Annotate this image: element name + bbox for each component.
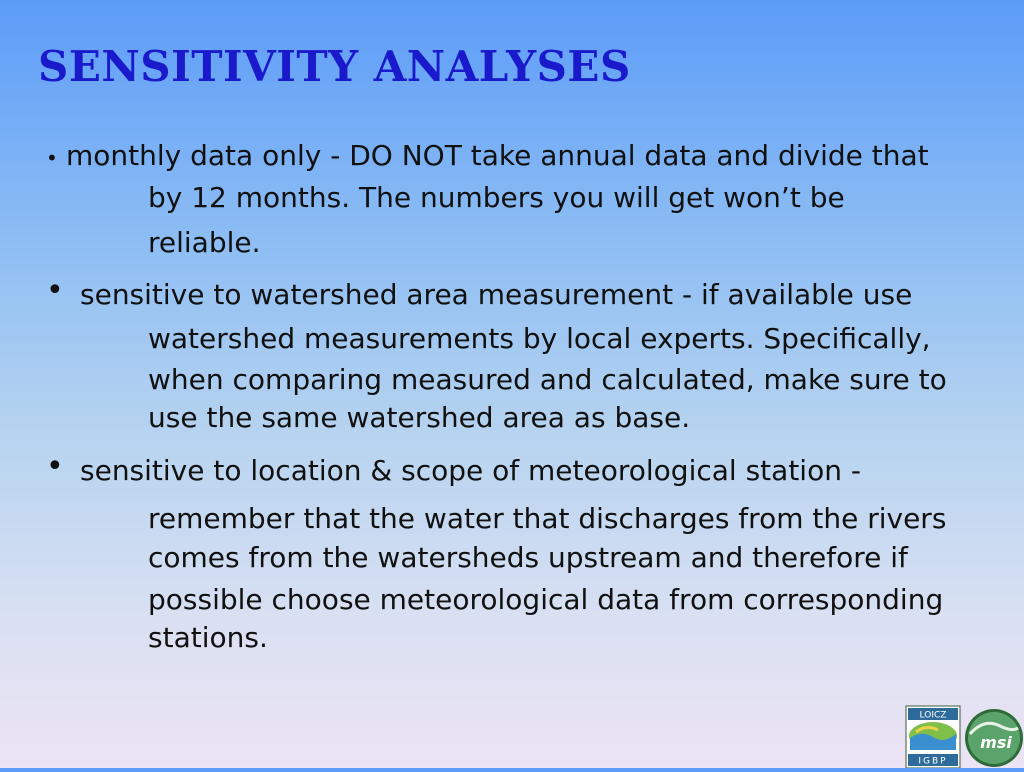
bullet-dot-icon: • [46, 449, 64, 484]
svg-text:msi: msi [980, 733, 1012, 752]
bullet-line: reliable. [148, 226, 261, 259]
bullet-dot-icon: • [46, 146, 58, 170]
bullet-line: by 12 months. The numbers you will get won’t be [148, 181, 845, 214]
bullet-line: remember that the water that discharges from the rivers [148, 502, 947, 535]
bullet-dot-icon: • [46, 273, 64, 308]
slide-title: SENSITIVITY ANALYSES [38, 42, 631, 91]
bullet-line: watershed measurements by local experts. Specifically, [148, 322, 931, 355]
msi-logo [965, 709, 1023, 767]
loicz-igbp-logo [906, 706, 960, 768]
bullet-line: monthly data only - DO NOT take annual data and divide that [66, 139, 929, 172]
bullet-line: when comparing measured and calculated, make sure to [148, 363, 947, 396]
bullet-line: sensitive to location & scope of meteorological station - [80, 454, 861, 487]
bullet-line: use the same watershed area as base. [148, 401, 691, 434]
bullet-line: sensitive to watershed area measurement - if available use [80, 278, 913, 311]
svg-text:IGBP: IGBP [918, 756, 948, 767]
svg-text:LOICZ: LOICZ [919, 710, 947, 721]
bullet-line: stations. [148, 621, 268, 654]
logo-strip [904, 704, 1024, 768]
bullet-line: possible choose meteorological data from corresponding [148, 583, 944, 616]
bullet-line: comes from the watersheds upstream and therefore if [148, 541, 908, 574]
